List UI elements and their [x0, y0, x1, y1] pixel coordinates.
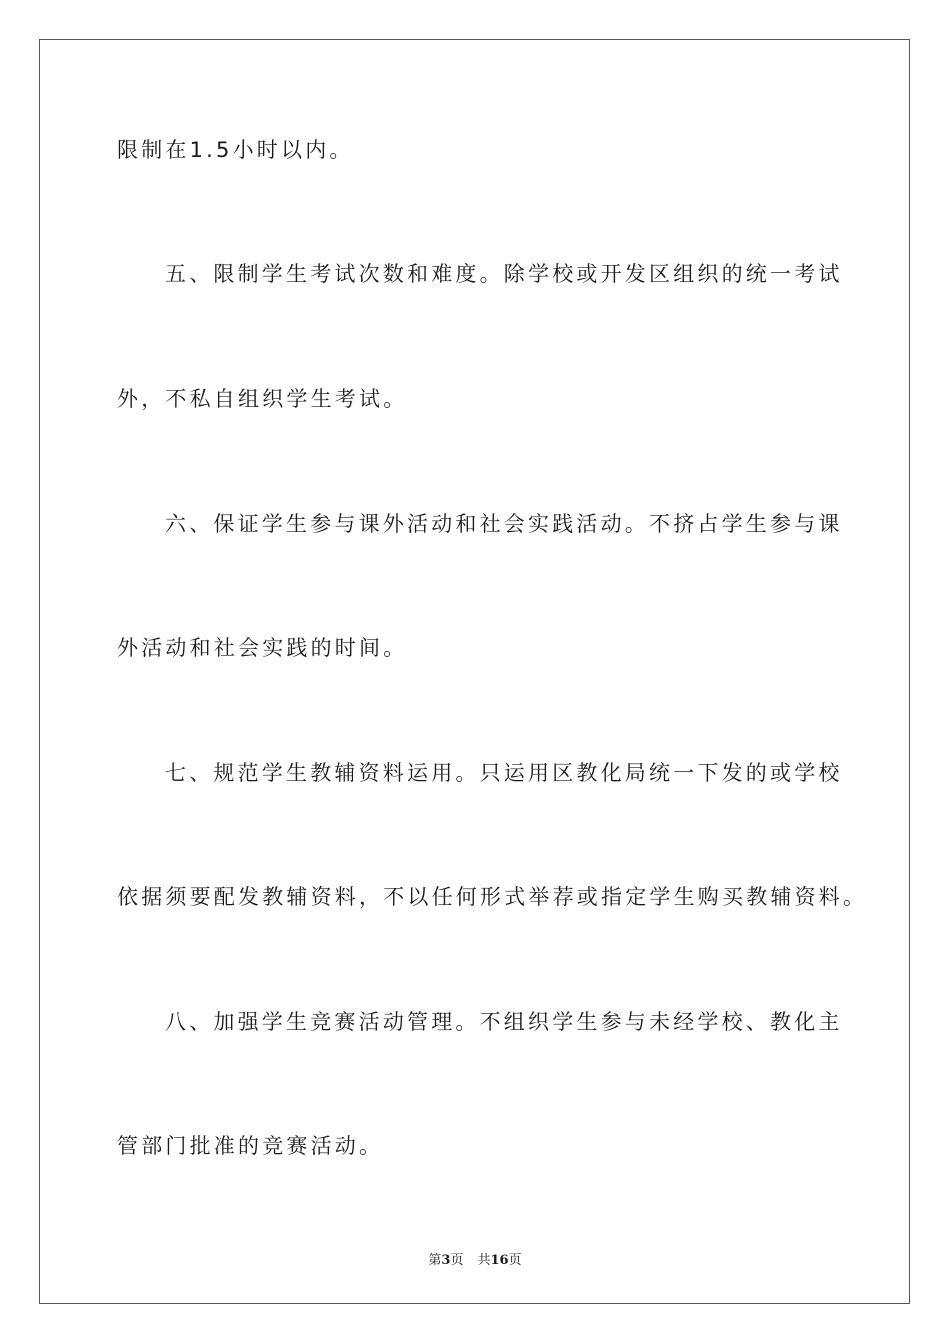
text-line-5: 外活动和社会实践的时间。 [117, 636, 408, 660]
text-line-6: 七、规范学生教辅资料运用。只运用区教化局统一下发的或学校 [165, 761, 843, 785]
page-number: 3 [441, 1253, 451, 1268]
text-line-7: 依据须要配发教辅资料，不以任何形式举荐或指定学生购买教辅资料。 [117, 885, 868, 909]
text-line-2: 五、限制学生考试次数和难度。除学校或开发区组织的统一考试 [165, 262, 843, 286]
text-line-9: 管部门批准的竞赛活动。 [117, 1134, 384, 1158]
page-suffix: 页 [450, 1253, 464, 1268]
text-line-4: 六、保证学生参与课外活动和社会实践活动。不挤占学生参与课 [165, 512, 843, 536]
total-prefix: 共 [477, 1253, 491, 1268]
total-pages: 16 [490, 1253, 509, 1268]
text-line-3: 外，不私自组织学生考试。 [117, 387, 408, 411]
text-line-8: 八、加强学生竞赛活动管理。不组织学生参与未经学校、教化主 [165, 1010, 843, 1034]
total-suffix: 页 [508, 1253, 522, 1268]
page-frame [39, 39, 910, 1304]
page-footer [0, 1249, 950, 1268]
page-prefix: 第 [428, 1253, 442, 1268]
text-line-1: 限制在1.5小时以内。 [117, 138, 354, 162]
